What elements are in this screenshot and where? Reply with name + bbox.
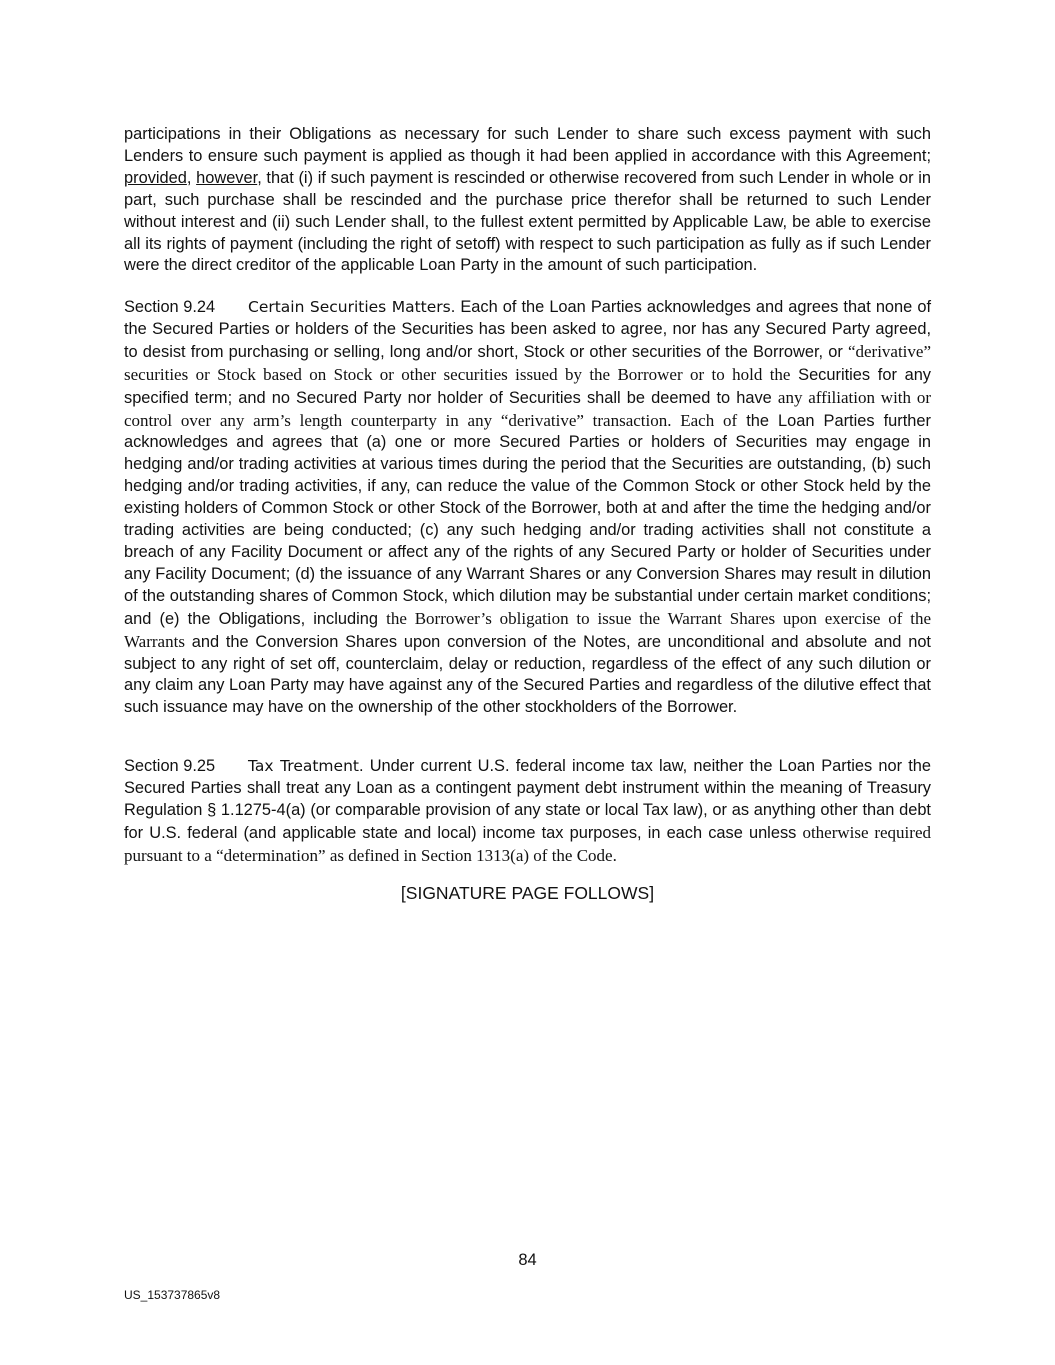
section-text: . Under current U.S. federal income tax law, neither the Loan Parties nor the Secured Parties shall treat any Loan as a contingent payment debt instrument within the meaning of Treasury Regulation § 1.1275-4(a) (or comparable provision of any state or local Tax law), or as anything other than debt for U.S. federal (and applicable state and local) income tax purposes, in each case unless <box>124 757 932 842</box>
section-9-25 <box>124 756 931 868</box>
paragraph-participations <box>124 124 931 277</box>
separator: , <box>186 168 197 187</box>
provided-term: provided <box>124 168 187 187</box>
section-text-serif: any affiliation with or control over any arm’s length counterparty in any “derivative” transaction. Each of <box>124 387 931 430</box>
section-text: the Loan Parties further acknowledges and agrees that (a) one or more Secured Parties or holders of Securities may engage in hedging and/or trading activities at various times during the period that the Securities are outstanding, (b) such hedging and/or trading activities, if any, can reduce the value of the Common Stock or other Stock held by the existing holders of Common Stock or other Stock of the Borrower, both at and after the time the hedging and/or trading activities are being conducted; (c) any such hedging and/or trading activities shall not constitute a breach of any Facility Document or affect any of the rights of any Secured Party or holder of Securities under any Facility Document; (d) the issuance of any Warrant Shares or any Conversion Shares may result in dilution of the outstanding shares of Common Stock, which dilution may be substantial under certain market conditions; and (e) the Obligations, including <box>124 411 931 628</box>
page-number: 84 <box>518 1251 537 1269</box>
signature-page-note: [SIGNATURE PAGE FOLLOWS] <box>400 883 655 903</box>
section-number: Section 9.24 <box>124 298 216 316</box>
section-title: Certain Securities Matters <box>248 298 451 316</box>
section-number: Section 9.25 <box>124 757 216 775</box>
section-text-serif: otherwise required pursuant to a “determination” as defined in Section 1313(a) of the Code. <box>124 822 931 865</box>
however-term: however <box>196 168 258 187</box>
section-9-24 <box>124 297 931 719</box>
section-text: . Each of the Loan Parties acknowledges and agrees that none of the Secured Parties or holders of the Securities has been asked to agree, nor has any Secured Party agreed, to desist from purchasing or selling, long and/or short, Stock or other securities of the Borrower, or <box>124 298 932 361</box>
paragraph-text: , that (i) if such payment is rescinded or otherwise recovered from such Lender in whole or in part, such purchase shall be rescinded and the purchase price therefor shall be returned to such Lender without interest and (ii) such Lender shall, to the fullest extent permitted by Applicable Law, be able to exercise all its rights of payment (including the right of setoff) with respect to such participation as fully as if such Lender were the direct creditor of the applicable Loan Party in the amount of such participation. <box>124 168 931 275</box>
section-text: and the Conversion Shares upon conversion of the Notes, are unconditional and absolute and not subject to any right of set off, counterclaim, delay or reduction, regardless of the effect of any such dilution or any claim any Loan Party may have against any of the Secured Parties and regardless of the dilutive effect that such issuance may have on the ownership of the other stockholders of the Borrower. <box>124 632 931 717</box>
document-id: US_153737865v8 <box>124 1288 221 1302</box>
section-title: Tax Treatment <box>248 757 359 775</box>
section-text: Securities for any specified term; and no Secured Party nor holder of Securities shall be deemed to have <box>124 365 932 407</box>
paragraph-text: participations in their Obligations as necessary for such Lender to share such excess payment with such Lenders to ensure such payment is applied as though it had been applied in accordance with this Agreement; <box>124 125 931 165</box>
section-text-serif: the Borrower’s obligation to issue the Warrant Shares upon exercise of the Warrants <box>124 608 931 651</box>
section-text-serif: “derivative” securities or Stock based on Stock or other securities issued by the Borrower or to hold the <box>124 341 931 384</box>
